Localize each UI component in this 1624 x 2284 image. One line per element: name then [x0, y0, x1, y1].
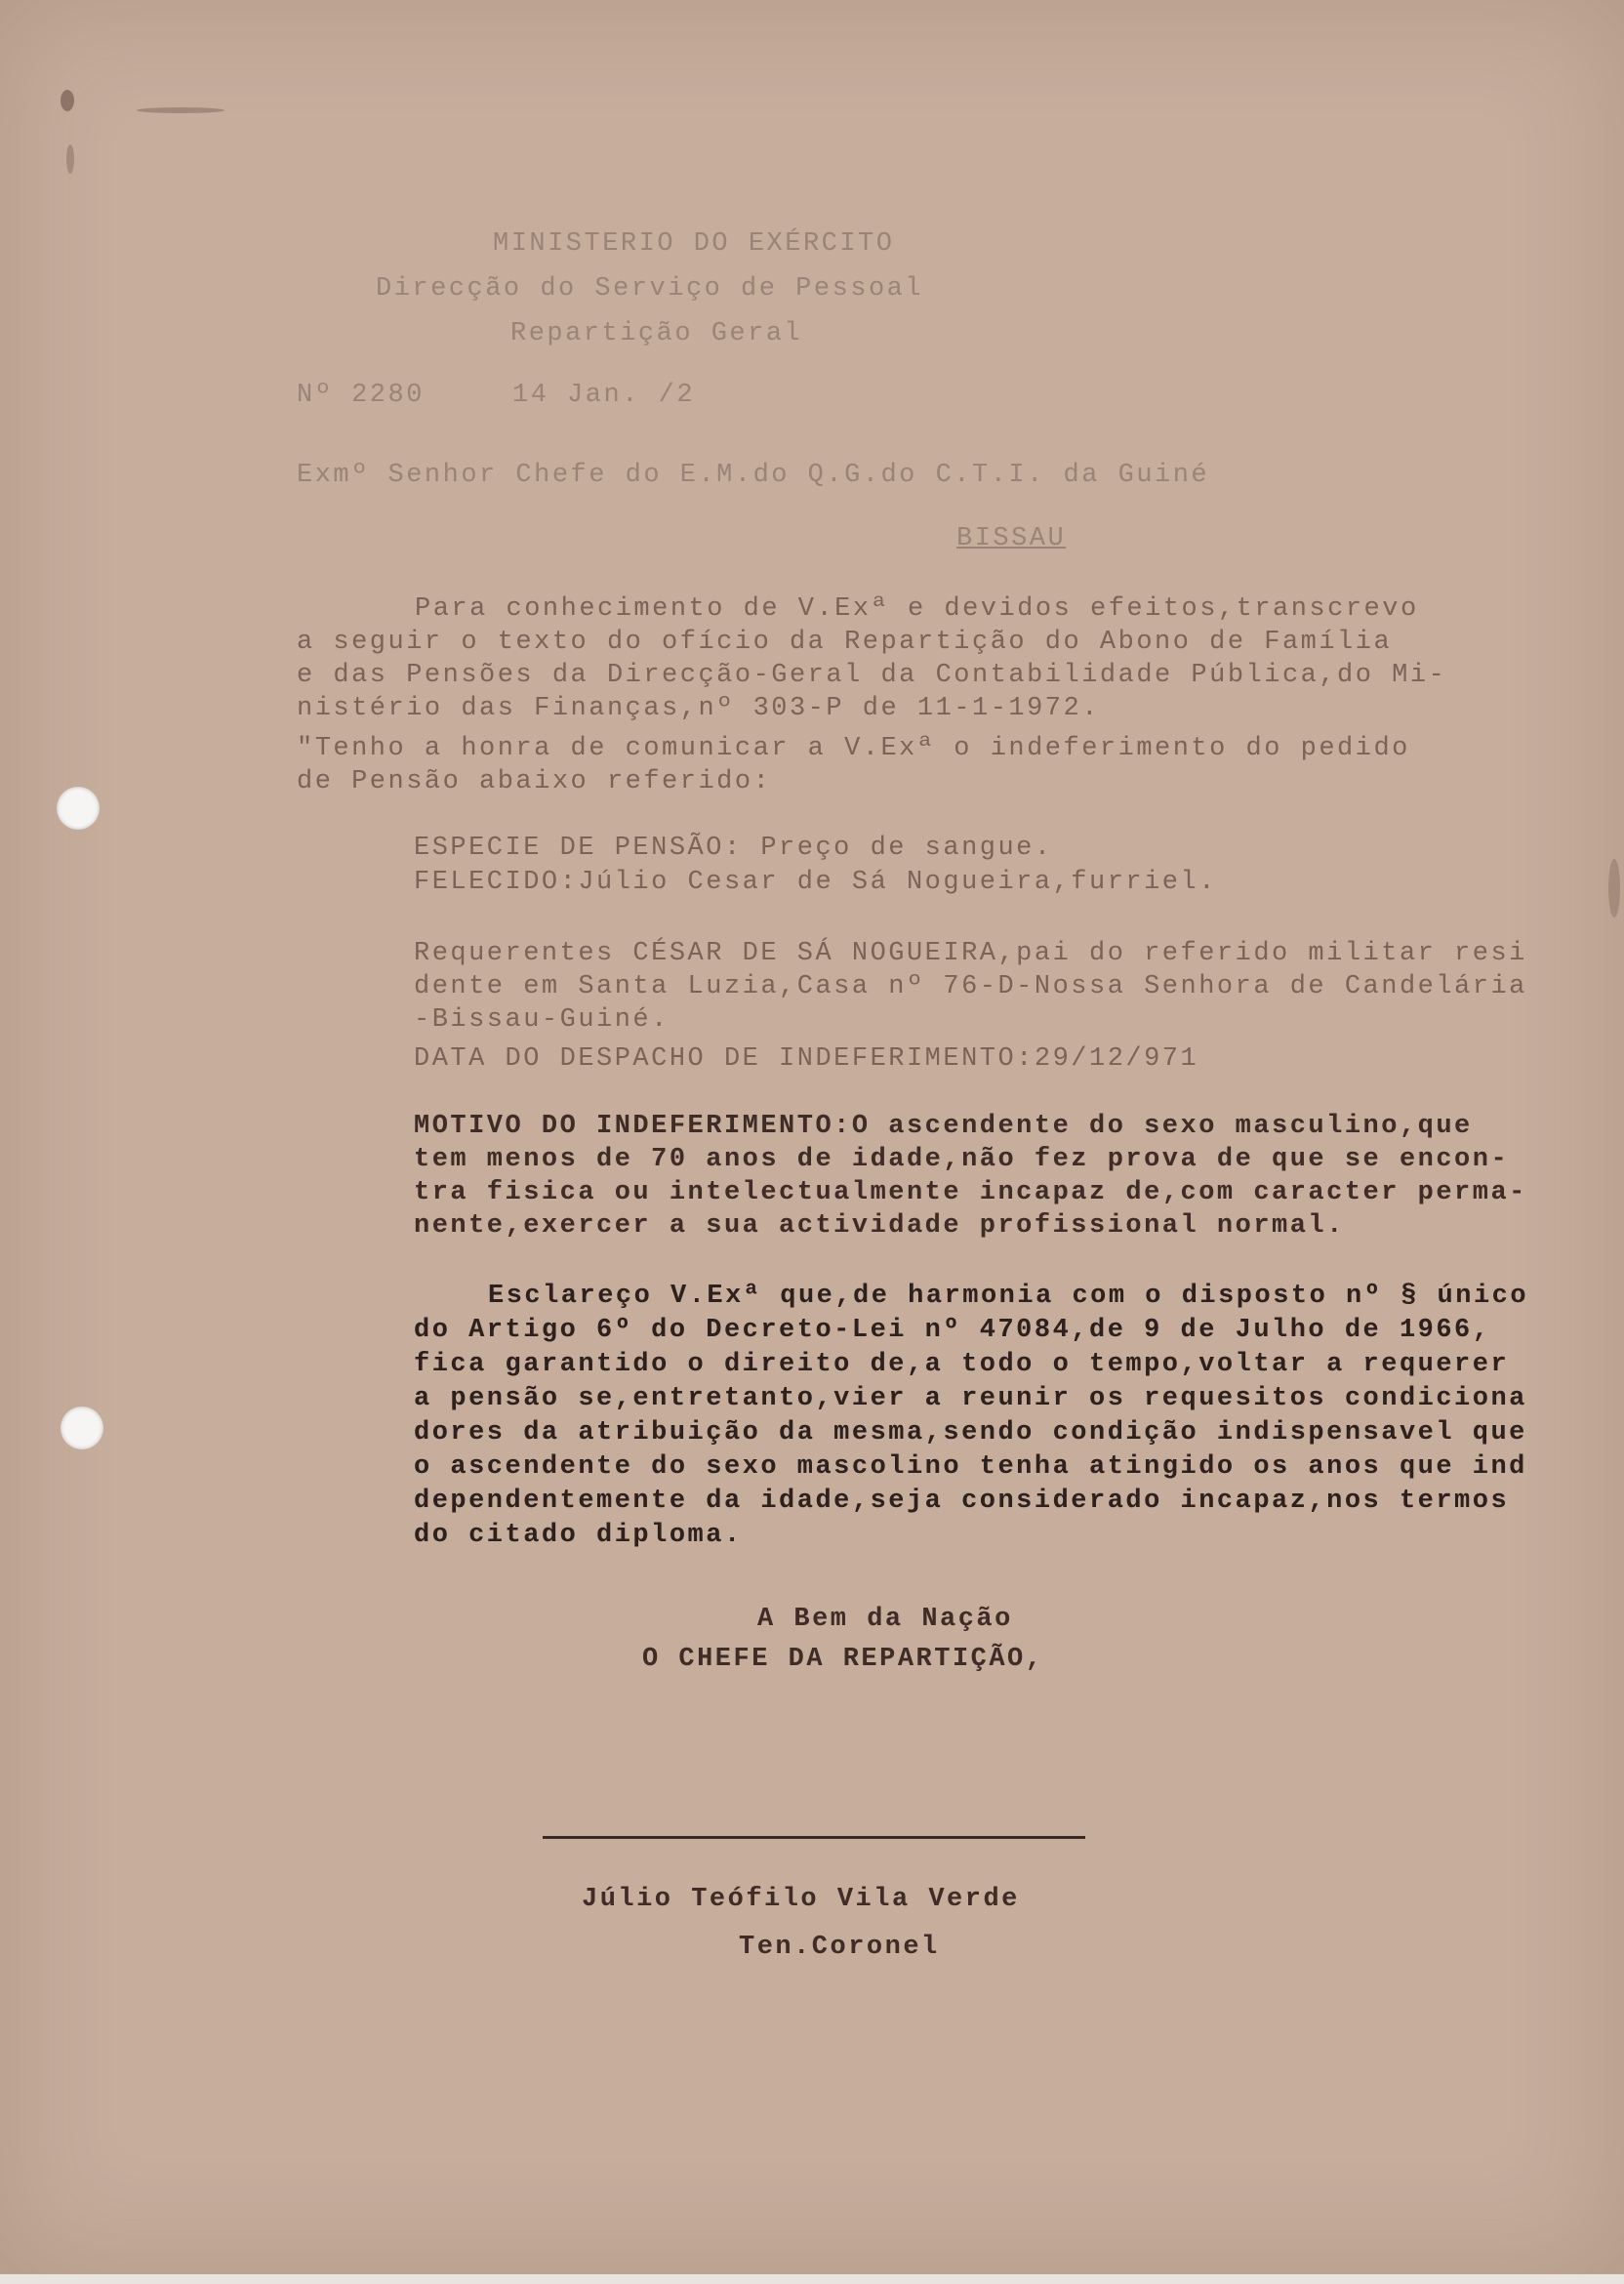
clarification-line-8: do citado diploma. — [414, 1521, 743, 1550]
reason-line-2: tem menos de 70 anos de idade,não fez prova de que se encon- — [414, 1145, 1510, 1174]
intro-line-2: a seguir o texto do ofício da Repartição do Abono de Família — [297, 628, 1393, 657]
reason-line-1: MOTIVO DO INDEFERIMENTO:O ascendente do sexo masculino,que — [414, 1112, 1473, 1141]
dispatch-date: DATA DO DESPACHO DE INDEFERIMENTO:29/12/971 — [414, 1044, 1199, 1074]
reference-number: Nº 2280 — [297, 381, 425, 410]
paper-blemish — [61, 90, 74, 111]
document-date: 14 Jan. /2 — [512, 381, 696, 410]
intro-line-4: nistério das Finanças,nº 303-P de 11-1-1972. — [297, 694, 1100, 723]
ministry-heading: MINISTERIO DO EXÉRCITO — [493, 229, 895, 259]
clarification-line-6: o ascendente do sexo mascolino tenha atingido os anos que ind — [414, 1452, 1527, 1482]
clarification-line-7: dependentemente da idade,seja considerado incapaz,nos termos — [414, 1487, 1510, 1516]
addressee-line: Exmº Senhor Chefe do E.M.do Q.G.do C.T.I. da Guiné — [297, 461, 1210, 490]
applicant-line-2: dente em Santa Luzia,Casa nº 76-D-Nossa Senhora de Candelária — [414, 972, 1527, 1001]
punch-hole — [57, 787, 100, 830]
pension-type: ESPECIE DE PENSÃO: Preço de sangue. — [414, 834, 1053, 863]
signatory-role: O CHEFE DA REPARTIÇÃO, — [642, 1645, 1044, 1674]
department-heading: Repartição Geral — [510, 319, 803, 348]
intro-line-1: Para conhecimento de V.Exª e devidos efeitos,transcrevo — [415, 594, 1419, 624]
deceased-name: FELECIDO:Júlio Cesar de Sá Nogueira,furriel. — [414, 868, 1217, 897]
paper-blemish — [66, 144, 74, 174]
signature-line — [543, 1836, 1085, 1839]
intro-line-3: e das Pensões da Direcção-Geral da Contabilidade Pública,do Mi- — [297, 661, 1447, 690]
direction-heading: Direcção do Serviço de Pessoal — [376, 274, 924, 304]
scan-border — [0, 2274, 1624, 2284]
intro-line-6: de Pensão abaixo referido: — [297, 767, 772, 796]
paper-blemish — [1608, 859, 1620, 918]
clarification-line-3: fica garantido o direito de,a todo o tempo,voltar a requerer — [414, 1350, 1510, 1379]
reason-line-4: nente,exercer a sua actividade profissional normal. — [414, 1211, 1345, 1241]
clarification-line-2: do Artigo 6º do Decreto-Lei nº 47084,de 9 de Julho de 1966, — [414, 1316, 1491, 1345]
clarification-line-1: Esclareço V.Exª que,de harmonia com o disposto nº § único — [488, 1282, 1529, 1311]
reason-line-3: tra fisica ou intelectualmente incapaz de,com caracter perma- — [414, 1178, 1527, 1207]
clarification-line-4: a pensão se,entretanto,vier a reunir os requesitos condiciona — [414, 1384, 1527, 1413]
intro-line-5: "Tenho a honra de comunicar a V.Exª o indeferimento do pedido — [297, 734, 1410, 763]
punch-hole — [61, 1407, 103, 1449]
addressee-city: BISSAU — [956, 524, 1067, 553]
clarification-line-5: dores da atribuição da mesma,sendo condição indispensavel que — [414, 1418, 1527, 1448]
salutation: A Bem da Nação — [757, 1605, 1013, 1634]
signatory-rank: Ten.Coronel — [739, 1933, 940, 1962]
applicant-line-1: Requerentes CÉSAR DE SÁ NOGUEIRA,pai do referido militar resi — [414, 939, 1527, 968]
applicant-line-3: -Bissau-Guiné. — [414, 1005, 670, 1035]
paper-blemish — [137, 107, 224, 113]
signatory-name: Júlio Teófilo Vila Verde — [582, 1885, 1020, 1914]
